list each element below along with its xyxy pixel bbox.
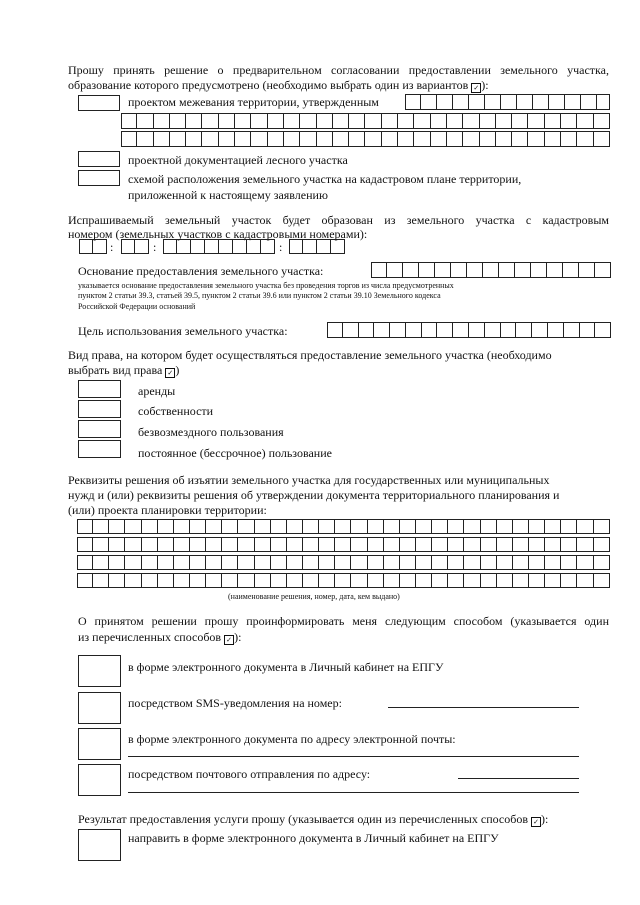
notify-sms-label: посредством SMS-уведомления на номер: — [128, 696, 342, 710]
post-address-line-1[interactable] — [458, 778, 579, 779]
sec3-line2: выбрать вид права ✓ ) — [68, 363, 180, 377]
project-approval-cells-row1[interactable] — [405, 94, 610, 110]
decision-cells-row2[interactable] — [77, 537, 610, 552]
decision-cells-row1[interactable] — [77, 519, 610, 534]
checkbox-mark-icon: ✓ — [165, 368, 175, 378]
post-address-line-2[interactable] — [128, 792, 579, 793]
basis-note-2: пунктом 2 статьи 39.3, статьей 39.5, пунктом 2 статьи 39.6 или пунктом 2 статьи 39.10 Земельного кодекса — [78, 291, 441, 300]
option-project-label: проектом межевания территории, утвержденным — [128, 95, 379, 109]
project-approval-cells-row3[interactable] — [121, 131, 610, 147]
sec4-line3: (или) проекта планировки территории: — [68, 503, 267, 517]
basis-cells[interactable] — [371, 262, 611, 278]
result-epgu-label: направить в форме электронного документа в Личный кабинет на ЕПГУ — [128, 831, 499, 845]
decision-cells-row3[interactable] — [77, 555, 610, 570]
sms-number-line[interactable] — [388, 707, 579, 708]
checkbox-mark-icon: ✓ — [471, 83, 481, 93]
sec4-line1: Реквизиты решения об изъятии земельного участка для государственных или муниципальных — [68, 473, 550, 487]
decision-cells-row4[interactable] — [77, 573, 610, 588]
right-free-use-checkbox[interactable] — [78, 420, 121, 438]
notify-sms-checkbox[interactable] — [78, 692, 121, 724]
option-scheme-label-2: приложенной к настоящему заявлению — [128, 188, 328, 202]
project-approval-cells-row2[interactable] — [121, 113, 610, 129]
cadastral-region-cells[interactable] — [121, 239, 149, 254]
option-forest-checkbox[interactable] — [78, 151, 120, 167]
basis-note-3: Российской Федерации оснований — [78, 302, 196, 311]
right-lease-checkbox[interactable] — [78, 380, 121, 398]
option-scheme-label-1: схемой расположения земельного участка на кадастровом плане территории, — [128, 172, 522, 186]
notify-post-label: посредством почтового отправления по адресу: — [128, 767, 371, 781]
notify-epgu-checkbox[interactable] — [78, 655, 121, 687]
sec3-line1: Вид права, на котором будет осуществляться предоставление земельного участка (необходимо — [68, 348, 552, 362]
notify-post-checkbox[interactable] — [78, 764, 121, 796]
sec2-line2: номером (земельных участков с кадастровыми номерами): — [68, 227, 368, 241]
sec4-line2: нужд и (или) реквизиты решения об утверждении документа территориального планирования и — [68, 488, 560, 502]
notify-email-label: в форме электронного документа по адресу электронной почты: — [128, 732, 456, 746]
sec2-line1: Испрашиваемый земельный участок будет образован из земельного участка с кадастровым — [68, 213, 609, 227]
basis-label: Основание предоставления земельного участка: — [78, 264, 324, 278]
checkbox-mark-icon: ✓ — [224, 635, 234, 645]
result-epgu-checkbox[interactable] — [78, 829, 121, 861]
option-forest-label: проектной документацией лесного участка — [128, 153, 348, 167]
right-permanent-use-checkbox[interactable] — [78, 440, 121, 458]
right-lease-label: аренды — [138, 384, 176, 398]
cadastral-separator-2: : — [153, 240, 157, 254]
email-address-line[interactable] — [128, 756, 579, 757]
cadastral-district-cells[interactable] — [79, 239, 107, 254]
sec1-line2: образование которого предусмотрено (необходимо выбрать один из вариантов ✓ ): — [68, 78, 489, 92]
decision-caption: (наименование решения, номер, дата, кем выдано) — [228, 592, 400, 601]
notify-email-checkbox[interactable] — [78, 728, 121, 760]
sec5-line1: О принятом решении прошу проинформировать меня следующим способом (указывается один — [78, 614, 609, 628]
right-free-use-label: безвозмездного пользования — [138, 425, 284, 439]
cadastral-number-cells[interactable] — [289, 239, 345, 254]
option-project-checkbox[interactable] — [78, 95, 120, 111]
sec6-line1: Результат предоставления услуги прошу (указывается один из перечисленных способов ✓ ): — [78, 812, 549, 826]
option-scheme-checkbox[interactable] — [78, 170, 120, 186]
notify-epgu-label: в форме электронного документа в Личный кабинет на ЕПГУ — [128, 660, 444, 674]
purpose-label: Цель использования земельного участка: — [78, 324, 288, 338]
sec1-line1: Прошу принять решение о предварительном согласовании предоставлении земельного участка, — [68, 63, 609, 77]
basis-note-1: указывается основание предоставления земельного участка без проведения торгов из числа предусмотренных — [78, 281, 454, 290]
sec5-line2: из перечисленных способов ✓ ): — [78, 630, 242, 644]
cadastral-separator-3: : — [279, 240, 283, 254]
right-permanent-use-label: постоянное (бессрочное) пользование — [138, 446, 332, 460]
checkbox-mark-icon: ✓ — [531, 817, 541, 827]
purpose-cells[interactable] — [327, 322, 611, 338]
cadastral-quarter-cells[interactable] — [163, 239, 275, 254]
right-ownership-checkbox[interactable] — [78, 400, 121, 418]
right-ownership-label: собственности — [138, 404, 214, 418]
cadastral-separator-1: : — [110, 240, 114, 254]
